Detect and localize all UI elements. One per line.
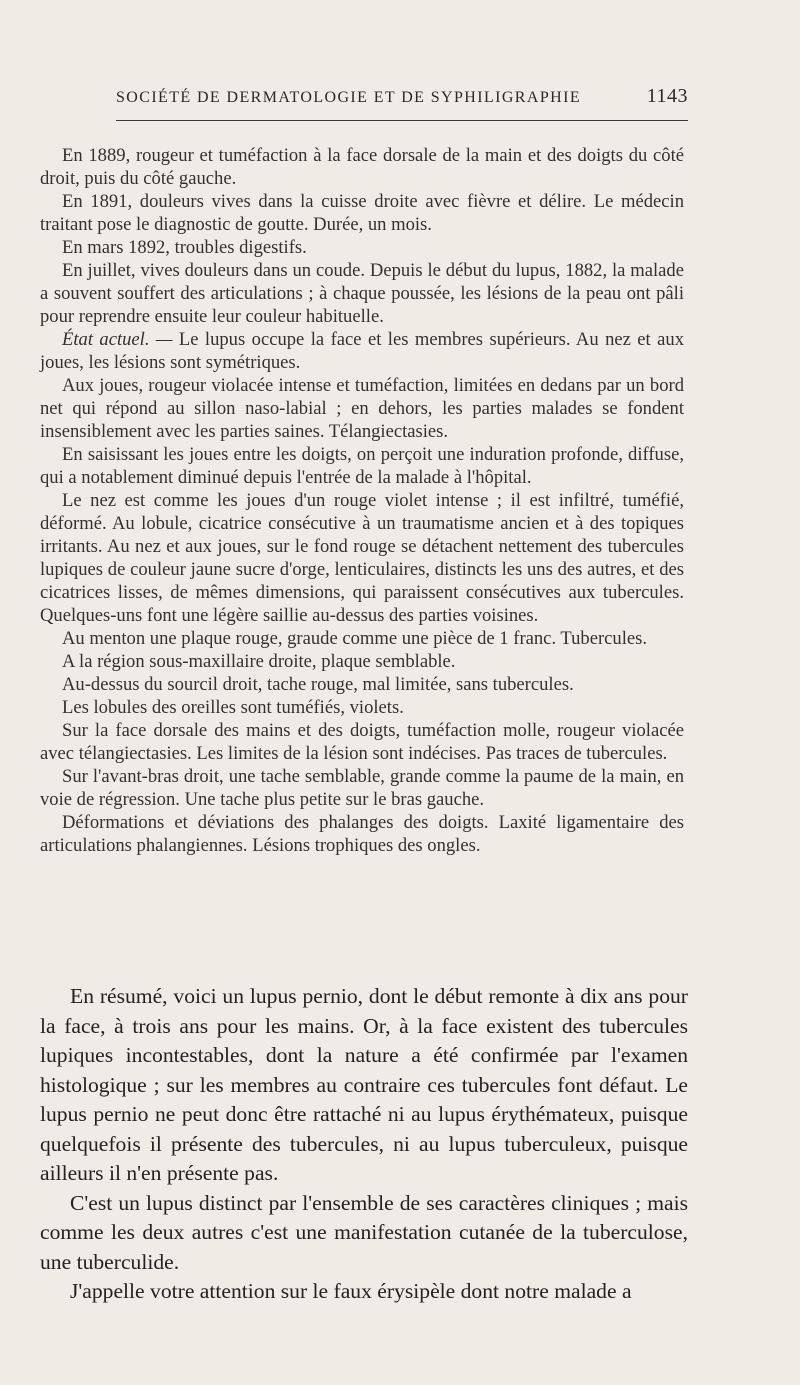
paragraph: Sur l'avant-bras droit, une tache semblable, grande comme la paume de la main, en voie de régression. Une tache plus petite sur le bras gauche.: [40, 766, 684, 810]
paragraph: En 1891, douleurs vives dans la cuisse droite avec fièvre et délire. Le médecin traitant pose le diagnostic de goutte. Durée, un mois.: [40, 191, 684, 235]
paragraph: Aux joues, rougeur violacée intense et tuméfaction, limitées en dedans par un bord net qui répond au sillon naso-labial ; en dehors, les parties malades se fondent insensiblement avec les parties saines. Télangiectasies.: [40, 375, 684, 442]
summary-section: [40, 982, 688, 1307]
page-number: 1143: [646, 85, 688, 107]
etat-actuel-paragraph: [40, 328, 684, 374]
case-history-section: [40, 144, 684, 857]
paragraph: Au menton une plaque rouge, graude comme une pièce de 1 franc. Tubercules.: [62, 628, 647, 649]
paragraph: J'appelle votre attention sur le faux érysipèle dont notre malade a: [70, 1279, 632, 1303]
paragraph: C'est un lupus distinct par l'ensemble de ses caractères cliniques ; mais comme les deux autres c'est une manifestation cutanée de la tuberculose, une tuberculide.: [40, 1190, 688, 1274]
paragraph: En saisissant les joues entre les doigts, on perçoit une induration profonde, diffuse, qui a notablement diminué depuis l'entrée de la malade à l'hôpital.: [40, 444, 684, 488]
paragraph: En 1889, rougeur et tuméfaction à la face dorsale de la main et des doigts du côté droit, puis du côté gauche.: [40, 145, 684, 189]
paragraph: Déformations et déviations des phalanges des doigts. Laxité ligamentaire des articulations phalangiennes. Lésions trophiques des ongles.: [40, 812, 684, 856]
running-title: SOCIÉTÉ DE DERMATOLOGIE ET DE SYPHILIGRAPHIE: [116, 89, 581, 106]
running-header: [116, 85, 688, 108]
paragraph: Les lobules des oreilles sont tuméfiés, violets.: [62, 697, 404, 718]
paragraph: Au-dessus du sourcil droit, tache rouge, mal limitée, sans tubercules.: [62, 674, 574, 695]
header-rule: [116, 120, 688, 121]
paragraph: En mars 1892, troubles digestifs.: [62, 237, 307, 258]
paragraph: A la région sous-maxillaire droite, plaque semblable.: [62, 651, 456, 672]
paragraph: Sur la face dorsale des mains et des doigts, tuméfaction molle, rougeur violacée avec télangiectasies. Les limites de la lésion sont indécises. Pas traces de tubercules.: [40, 720, 684, 764]
paragraph-text: Le lupus occupe la face et les membres supérieurs. Au nez et aux joues, les lésions sont symétriques.: [40, 329, 684, 373]
paragraph: Le nez est comme les joues d'un rouge violet intense ; il est infiltré, tuméfié, déformé. Au lobule, cicatrice consécutive à un traumatisme ancien et à des topiques irritants. Au nez et aux joues, sur le fond rouge se détachent nettement des tubercules lupiques de couleur jaune sucre d'orge, lenticulaires, distincts les uns des autres, et des cicatrices lisses, de mêmes dimensions, qui paraissent consécutives aux tubercules. Quelques-uns font une légère saillie au-dessus des parties voisines.: [40, 490, 684, 626]
paragraph: En juillet, vives douleurs dans un coude. Depuis le début du lupus, 1882, la malade a souvent souffert des articulations ; à chaque poussée, les lésions de la peau ont pâli pour reprendre ensuite leur couleur habituelle.: [40, 260, 684, 327]
paragraph: En résumé, voici un lupus pernio, dont le début remonte à dix ans pour la face, à trois ans pour les mains. Or, à la face existent des tubercules lupiques incontestables, dont la nature a été confirmée par l'examen histologique ; sur les membres au contraire ces tubercules font défaut. Le lupus pernio ne peut donc être rattaché ni au lupus érythémateux, puisque quelquefois il présente des tubercules, ni au lupus tuberculeux, puisque ailleurs il n'en présente pas.: [40, 984, 688, 1185]
etat-actuel-label: État actuel. —: [62, 329, 173, 350]
